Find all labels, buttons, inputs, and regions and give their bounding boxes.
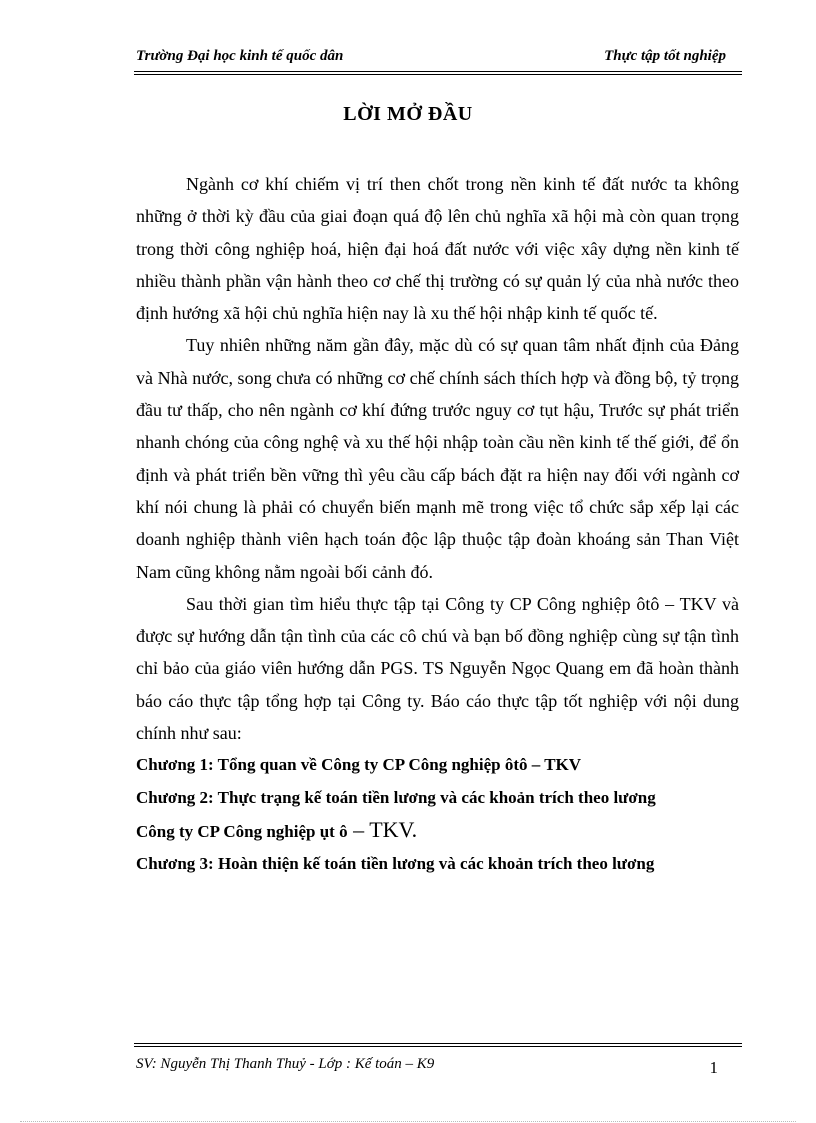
chapter-2-company: Công ty CP Công nghiệp ụt ô (136, 821, 348, 841)
page-footer (136, 1056, 726, 1080)
footer-rule-bottom (134, 1046, 742, 1047)
header-rule-bottom (134, 74, 742, 75)
paragraph-intro: Ngành cơ khí chiếm vị trí then chốt trong nền kinh tế đất nước ta không những ở thời kỳ đầu của giai đoạn quá độ lên chủ nghĩa xã hội mà còn quan trọng trong thời công nghiệp hoá, hiện đại hoá đất nước với việc xây dựng nền kinh tế nhiều thành phần vận hành theo cơ chế thị trường có sự quản lý của nhà nước theo định hướng xã hội chủ nghĩa hiện nay là xu thế hội nhập kinh tế quốc tế. (136, 174, 739, 324)
page-number: 1 (709, 1058, 718, 1077)
chapter-1: Chương 1: Tổng quan về Công ty CP Công nghiệp ôtô – TKV (136, 755, 582, 775)
paragraph-context: Tuy nhiên những năm gần đây, mặc dù có sự quan tâm nhất định của Đảng và Nhà nước, song chưa có những cơ chế chính sách thích hợp và đồng bộ, tỷ trọng đầu tư thấp, cho nên ngành cơ khí đứng trước nguy cơ tụt hậu, Trước sự phát triển nhanh chóng của công nghệ và xu thế hội nhập toàn cầu nền kinh tế thế giới, để ổn định và phát triển bền vững thì yêu cầu cấp bách đặt ra hiện nay đối với ngành cơ khí nói chung là phải có chuyển biến mạnh mẽ trong việc tổ chức sắp xếp lại các doanh nghiệp thành viên hạch toán độc lập thuộc tập đoàn khoáng sản Than Việt Nam cũng không nằm ngoài bối cảnh đó. (136, 335, 739, 582)
paragraph-internship: Sau thời gian tìm hiểu thực tập tại Công ty CP Công nghiệp ôtô – TKV và được sự hướng dẫn tận tình của các cô chú và bạn bố đồng nghiệp cùng sự tận tình chỉ bảo của giáo viên hướng dẫn PGS. TS Nguyễn Ngọc Quang em đã hoàn thành báo cáo thực tập tổng hợp tại Công ty. Báo cáo thực tập tốt nghiệp với nội dung chính như sau: (136, 593, 739, 744)
header-document-type: Thực tập tốt nghiệp (604, 48, 726, 64)
header-school-name: Trường Đại học kinh tế quốc dân (136, 48, 344, 64)
page-title: LỜI MỞ ĐẦU (343, 103, 473, 125)
header-rule-top (134, 71, 742, 72)
chapter-2-company-suffix: – TKV. (347, 816, 418, 842)
footer-student-info: SV: Nguyễn Thị Thanh Thuỷ - Lớp : Kế toán – K9 (136, 1056, 435, 1072)
document-body (136, 168, 739, 881)
page-header (136, 48, 726, 70)
chapter-3: Chương 3: Hoàn thiện kế toán tiền lương và các khoản trích theo lương (136, 854, 655, 874)
footer-rule-top (134, 1043, 742, 1044)
chapter-2-line-2 (136, 814, 739, 848)
page-bottom-border (20, 1121, 796, 1122)
chapter-2-line-1: Chương 2: Thực trạng kế toán tiền lương và các khoản trích theo lương (136, 787, 656, 807)
